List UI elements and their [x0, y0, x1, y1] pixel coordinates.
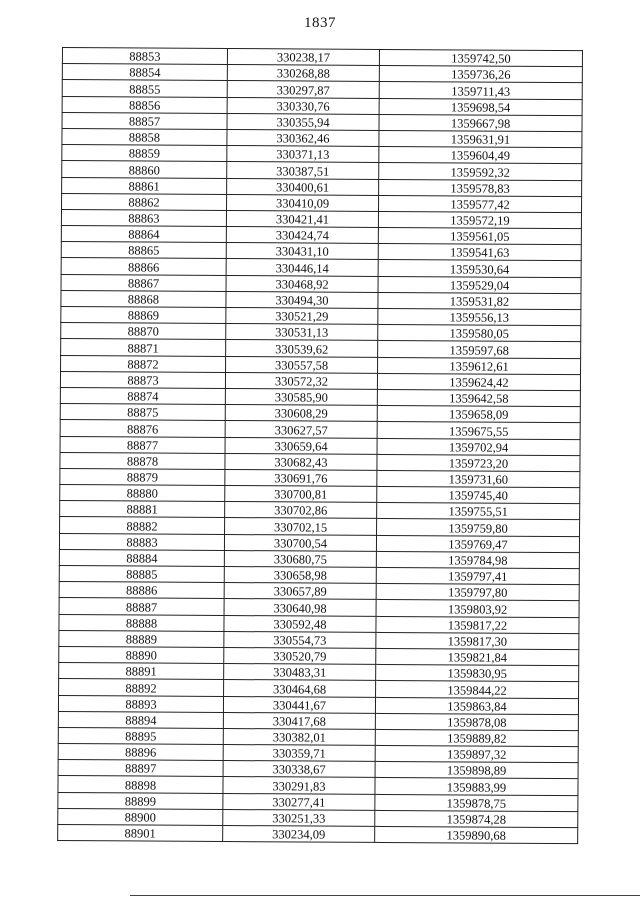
point-number-cell: 88877: [60, 436, 225, 453]
x-coordinate-cell: 330382,01: [223, 728, 375, 745]
point-number-cell: 88864: [61, 226, 226, 243]
point-number-cell: 88862: [62, 193, 227, 210]
point-number-cell: 88854: [62, 64, 227, 81]
x-coordinate-cell: 330702,86: [225, 502, 377, 519]
y-coordinate-cell: 1359759,80: [377, 519, 580, 536]
y-coordinate-cell: 1359844,22: [376, 681, 579, 698]
x-coordinate-cell: 330521,29: [226, 308, 378, 325]
y-coordinate-cell: 1359736,26: [379, 66, 582, 83]
point-number-cell: 88899: [58, 792, 223, 809]
point-number-cell: 88882: [60, 517, 225, 534]
x-coordinate-cell: 330640,98: [224, 599, 376, 616]
page-number: 1837: [304, 15, 336, 31]
y-coordinate-cell: 1359711,43: [379, 82, 582, 99]
point-number-cell: 88861: [62, 177, 227, 194]
y-coordinate-cell: 1359769,47: [376, 535, 579, 552]
y-coordinate-cell: 1359830,95: [376, 665, 579, 682]
point-number-cell: 88880: [60, 485, 225, 502]
x-coordinate-cell: 330417,68: [223, 712, 375, 729]
point-number-cell: 88894: [58, 711, 223, 728]
point-number-cell: 88885: [59, 565, 224, 582]
x-coordinate-cell: 330238,17: [227, 49, 379, 66]
point-number-cell: 88886: [59, 582, 224, 599]
x-coordinate-cell: 330572,32: [225, 372, 377, 389]
x-coordinate-cell: 330658,98: [224, 567, 376, 584]
point-number-cell: 88863: [61, 209, 226, 226]
point-number-cell: 88879: [60, 468, 225, 485]
y-coordinate-cell: 1359878,08: [375, 713, 578, 730]
point-number-cell: 88901: [58, 824, 223, 841]
x-coordinate-cell: 330531,13: [226, 324, 378, 341]
point-number-cell: 88857: [62, 112, 227, 129]
point-number-cell: 88856: [62, 96, 227, 113]
point-number-cell: 88900: [58, 808, 223, 825]
x-coordinate-cell: 330554,73: [224, 631, 376, 648]
y-coordinate-cell: 1359755,51: [377, 503, 580, 520]
y-coordinate-cell: 1359541,63: [378, 244, 581, 261]
point-number-cell: 88867: [61, 274, 226, 291]
x-coordinate-cell: 330691,76: [225, 469, 377, 486]
point-number-cell: 88869: [61, 306, 226, 323]
point-number-cell: 88884: [59, 549, 224, 566]
point-number-cell: 88889: [59, 630, 224, 647]
y-coordinate-cell: 1359561,05: [378, 227, 581, 244]
x-coordinate-cell: 330410,09: [227, 194, 379, 211]
x-coordinate-cell: 330557,58: [226, 356, 378, 373]
x-coordinate-cell: 330585,90: [225, 388, 377, 405]
point-number-cell: 88896: [58, 744, 223, 761]
x-coordinate-cell: 330520,79: [224, 647, 376, 664]
point-number-cell: 88873: [60, 371, 225, 388]
x-coordinate-cell: 330297,87: [227, 81, 379, 98]
x-coordinate-cell: 330659,64: [225, 437, 377, 454]
x-coordinate-cell: 330464,68: [224, 680, 376, 697]
y-coordinate-cell: 1359817,30: [376, 632, 579, 649]
x-coordinate-cell: 330700,54: [224, 534, 376, 551]
y-coordinate-cell: 1359577,42: [379, 195, 582, 212]
y-coordinate-cell: 1359897,32: [375, 745, 578, 762]
point-number-cell: 88897: [58, 760, 223, 777]
point-number-cell: 88895: [58, 727, 223, 744]
x-coordinate-cell: 330371,13: [227, 146, 379, 163]
point-number-cell: 88888: [59, 614, 224, 631]
point-number-cell: 88875: [60, 404, 225, 421]
y-coordinate-cell: 1359784,98: [376, 551, 579, 568]
x-coordinate-cell: 330494,30: [226, 291, 378, 308]
table-row: [58, 824, 578, 843]
point-number-cell: 88893: [58, 695, 223, 712]
x-coordinate-cell: 330400,61: [227, 178, 379, 195]
x-coordinate-cell: 330234,09: [223, 825, 375, 842]
point-number-cell: 88887: [59, 598, 224, 615]
x-coordinate-cell: 330387,51: [227, 162, 379, 179]
y-coordinate-cell: 1359817,22: [376, 616, 579, 633]
point-number-cell: 88898: [58, 776, 223, 793]
y-coordinate-cell: 1359624,42: [377, 373, 580, 390]
y-coordinate-cell: 1359797,80: [376, 584, 579, 601]
y-coordinate-cell: 1359731,60: [377, 470, 580, 487]
y-coordinate-cell: 1359889,82: [375, 729, 578, 746]
y-coordinate-cell: 1359745,40: [377, 486, 580, 503]
x-coordinate-cell: 330608,29: [225, 405, 377, 422]
coordinates-table-container: [57, 47, 582, 844]
x-coordinate-cell: 330362,46: [227, 129, 379, 146]
point-number-cell: 88881: [60, 501, 225, 518]
x-coordinate-cell: 330627,57: [225, 421, 377, 438]
point-number-cell: 88866: [61, 258, 226, 275]
y-coordinate-cell: 1359874,28: [375, 810, 578, 827]
y-coordinate-cell: 1359612,61: [378, 357, 581, 374]
y-coordinate-cell: 1359702,94: [377, 438, 580, 455]
y-coordinate-cell: 1359556,13: [378, 308, 581, 325]
y-coordinate-cell: 1359675,55: [377, 422, 580, 439]
point-number-cell: 88855: [62, 80, 227, 97]
y-coordinate-cell: 1359723,20: [377, 454, 580, 471]
y-coordinate-cell: 1359572,19: [378, 211, 581, 228]
x-coordinate-cell: 330355,94: [227, 113, 379, 130]
y-coordinate-cell: 1359604,49: [379, 147, 582, 164]
y-coordinate-cell: 1359592,32: [379, 163, 582, 180]
point-number-cell: 88876: [60, 420, 225, 437]
x-coordinate-cell: 330592,48: [224, 615, 376, 632]
x-coordinate-cell: 330330,76: [227, 97, 379, 114]
y-coordinate-cell: 1359898,89: [375, 762, 578, 779]
y-coordinate-cell: 1359597,68: [378, 341, 581, 358]
x-coordinate-cell: 330431,10: [226, 243, 378, 260]
point-number-cell: 88868: [61, 290, 226, 307]
point-number-cell: 88891: [59, 663, 224, 680]
x-coordinate-cell: 330268,88: [227, 65, 379, 82]
x-coordinate-cell: 330680,75: [224, 550, 376, 567]
y-coordinate-cell: 1359863,84: [375, 697, 578, 714]
y-coordinate-cell: 1359890,68: [375, 826, 578, 843]
point-number-cell: 88871: [61, 339, 226, 356]
point-number-cell: 88870: [61, 323, 226, 340]
point-number-cell: 88859: [62, 145, 227, 162]
y-coordinate-cell: 1359658,09: [377, 406, 580, 423]
x-coordinate-cell: 330291,83: [223, 777, 375, 794]
x-coordinate-cell: 330251,33: [223, 809, 375, 826]
y-coordinate-cell: 1359698,54: [379, 98, 582, 115]
x-coordinate-cell: 330700,81: [225, 486, 377, 503]
y-coordinate-cell: 1359821,84: [376, 648, 579, 665]
y-coordinate-cell: 1359742,50: [379, 49, 582, 66]
x-coordinate-cell: 330338,67: [223, 761, 375, 778]
point-number-cell: 88878: [60, 452, 225, 469]
x-coordinate-cell: 330421,41: [226, 210, 378, 227]
y-coordinate-cell: 1359797,41: [376, 567, 579, 584]
y-coordinate-cell: 1359531,82: [378, 292, 581, 309]
x-coordinate-cell: 330359,71: [223, 745, 375, 762]
coordinates-table-body: [58, 48, 583, 844]
y-coordinate-cell: 1359530,64: [378, 260, 581, 277]
x-coordinate-cell: 330702,15: [225, 518, 377, 535]
y-coordinate-cell: 1359883,99: [375, 778, 578, 795]
y-coordinate-cell: 1359631,91: [379, 130, 582, 147]
point-number-cell: 88853: [62, 48, 227, 65]
point-number-cell: 88858: [62, 128, 227, 145]
bottom-divider: [130, 895, 640, 896]
y-coordinate-cell: 1359578,83: [379, 179, 582, 196]
point-number-cell: 88865: [61, 242, 226, 259]
coordinates-table: [57, 47, 583, 844]
y-coordinate-cell: 1359667,98: [379, 114, 582, 131]
x-coordinate-cell: 330441,67: [223, 696, 375, 713]
x-coordinate-cell: 330539,62: [226, 340, 378, 357]
y-coordinate-cell: 1359580,05: [378, 325, 581, 342]
y-coordinate-cell: 1359529,04: [378, 276, 581, 293]
x-coordinate-cell: 330483,31: [224, 664, 376, 681]
x-coordinate-cell: 330277,41: [223, 793, 375, 810]
y-coordinate-cell: 1359878,75: [375, 794, 578, 811]
x-coordinate-cell: 330682,43: [225, 453, 377, 470]
point-number-cell: 88874: [60, 387, 225, 404]
point-number-cell: 88872: [61, 355, 226, 372]
x-coordinate-cell: 330424,74: [226, 227, 378, 244]
x-coordinate-cell: 330446,14: [226, 259, 378, 276]
x-coordinate-cell: 330657,89: [224, 583, 376, 600]
y-coordinate-cell: 1359803,92: [376, 600, 579, 617]
point-number-cell: 88892: [59, 679, 224, 696]
point-number-cell: 88860: [62, 161, 227, 178]
point-number-cell: 88890: [59, 646, 224, 663]
x-coordinate-cell: 330468,92: [226, 275, 378, 292]
y-coordinate-cell: 1359642,58: [377, 389, 580, 406]
point-number-cell: 88883: [59, 533, 224, 550]
